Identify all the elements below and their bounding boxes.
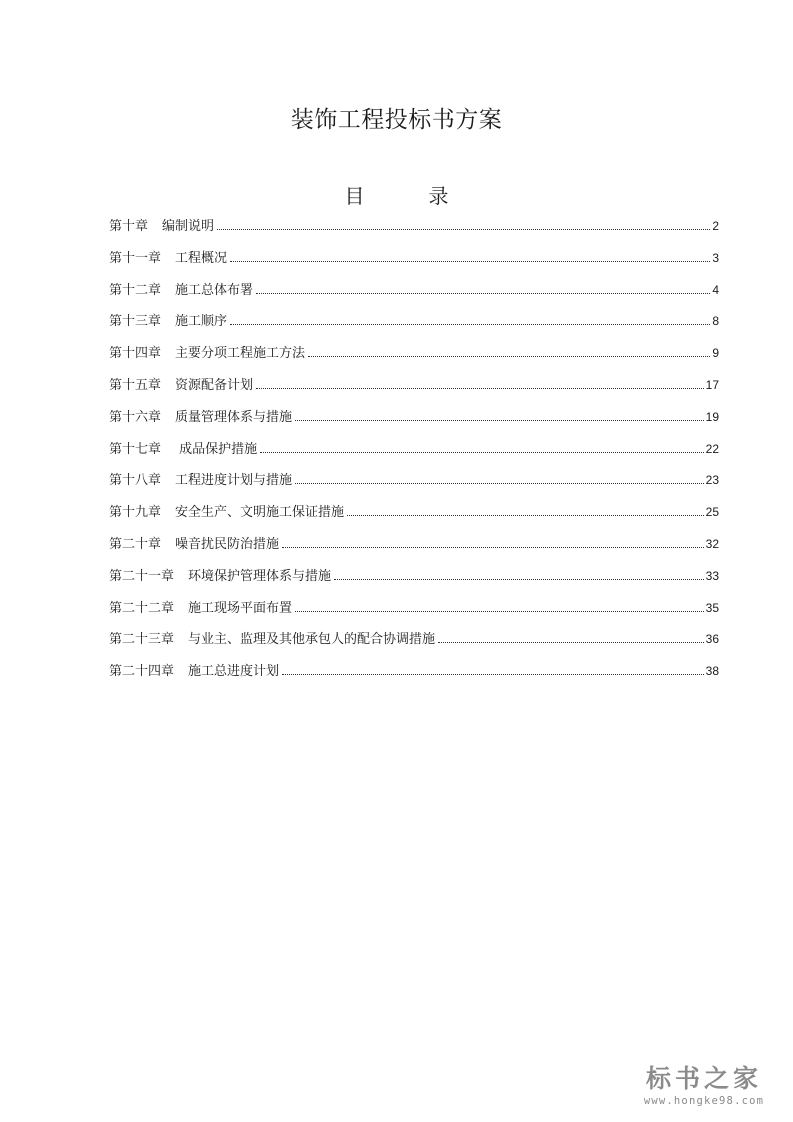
toc-chapter-title: 主要分项工程施工方法 (175, 346, 306, 362)
watermark-brand: 标书之家 (645, 1064, 762, 1093)
toc-chapter-title: 资源配备计划 (175, 377, 254, 393)
watermark (629, 1064, 779, 1108)
toc-chapter-title: 安全生产、文明施工保证措施 (175, 505, 345, 521)
toc-chapter-title: 噪音扰民防治措施 (175, 536, 280, 552)
toc-page-number: 25 (705, 505, 719, 520)
toc-page-number: 35 (705, 600, 719, 615)
toc-chapter-title: 成品保护措施 (175, 441, 258, 457)
toc-chapter-title: 施工总体布署 (175, 282, 254, 298)
toc-chapter-title: 环境保护管理体系与措施 (188, 568, 332, 584)
toc-page-number: 19 (705, 409, 719, 424)
watermark-url: www.hongke98.com (643, 1095, 765, 1107)
toc-page-number: 8 (712, 314, 719, 329)
toc-chapter-title: 与业主、监理及其他承包人的配合协调措施 (188, 632, 436, 648)
toc-heading-char-2: 录 (428, 184, 449, 208)
toc-leader-dots (217, 228, 710, 230)
toc-entry[interactable] (109, 248, 719, 280)
toc-leader-dots (282, 673, 704, 675)
toc-leader-dots (438, 641, 704, 643)
toc-chapter-number: 第十四章 (109, 346, 162, 362)
toc-entry[interactable] (109, 439, 719, 471)
toc-chapter-title: 施工顺序 (175, 314, 228, 330)
toc-chapter-title: 编制说明 (162, 219, 215, 234)
toc-leader-dots (334, 578, 704, 580)
toc-entry[interactable] (109, 598, 719, 630)
toc-leader-dots (295, 610, 704, 612)
toc-chapter-number: 第十章 (109, 219, 149, 234)
toc-leader-dots (256, 292, 710, 294)
toc-page-number: 22 (705, 441, 719, 456)
toc-leader-dots (256, 387, 704, 389)
toc-chapter-title: 施工总进度计划 (188, 664, 280, 680)
toc-entry[interactable] (109, 280, 719, 312)
toc-list (109, 216, 719, 693)
toc-chapter-number: 第二十三章 (109, 632, 175, 648)
toc-entry[interactable] (109, 661, 719, 693)
toc-chapter-number: 第十九章 (109, 505, 162, 521)
toc-entry[interactable] (109, 470, 719, 502)
toc-entry[interactable] (109, 343, 719, 375)
toc-entry[interactable] (109, 629, 719, 661)
toc-page-number: 33 (705, 568, 719, 583)
toc-chapter-number: 第十二章 (109, 282, 162, 298)
toc-chapter-number: 第十七章 (109, 441, 162, 457)
toc-page-number: 38 (705, 664, 719, 679)
toc-chapter-number: 第二十一章 (109, 568, 175, 584)
toc-entry[interactable] (109, 407, 719, 439)
toc-chapter-number: 第十一章 (109, 250, 162, 266)
toc-leader-dots (230, 323, 710, 325)
toc-chapter-number: 第二十四章 (109, 664, 175, 680)
toc-chapter-number: 第十六章 (109, 409, 162, 425)
toc-leader-dots (347, 514, 704, 516)
toc-page-number: 9 (712, 346, 719, 361)
toc-heading (0, 180, 793, 209)
toc-leader-dots (295, 482, 704, 484)
document-title: 装饰工程投标书方案 (290, 107, 503, 133)
toc-chapter-title: 工程进度计划与措施 (175, 473, 293, 489)
toc-page-number: 32 (705, 536, 719, 551)
toc-leader-dots (282, 546, 704, 548)
toc-page-number: 2 (712, 219, 719, 233)
toc-chapter-title: 施工现场平面布置 (188, 600, 293, 616)
toc-chapter-number: 第二十二章 (109, 600, 175, 616)
toc-chapter-number: 第十三章 (109, 314, 162, 330)
toc-chapter-title: 工程概况 (175, 250, 228, 266)
toc-leader-dots (230, 260, 710, 262)
toc-page-number: 3 (712, 250, 719, 265)
toc-leader-dots (308, 355, 710, 357)
toc-page-number: 36 (705, 632, 719, 647)
toc-entry[interactable] (109, 534, 719, 566)
toc-entry[interactable] (109, 502, 719, 534)
toc-chapter-title: 质量管理体系与措施 (175, 409, 293, 425)
toc-chapter-number: 第十八章 (109, 473, 162, 489)
toc-entry[interactable] (109, 311, 719, 343)
toc-heading-char-1: 目 (344, 184, 365, 208)
toc-chapter-number: 第十五章 (109, 377, 162, 393)
toc-chapter-number: 第二十章 (109, 536, 162, 552)
toc-entry[interactable] (109, 375, 719, 407)
toc-page-number: 23 (705, 473, 719, 488)
toc-leader-dots (260, 451, 703, 453)
toc-leader-dots (295, 419, 704, 421)
toc-page-number: 4 (712, 282, 719, 297)
toc-entry[interactable] (109, 216, 719, 248)
toc-page-number: 17 (705, 377, 719, 392)
toc-entry[interactable] (109, 566, 719, 598)
